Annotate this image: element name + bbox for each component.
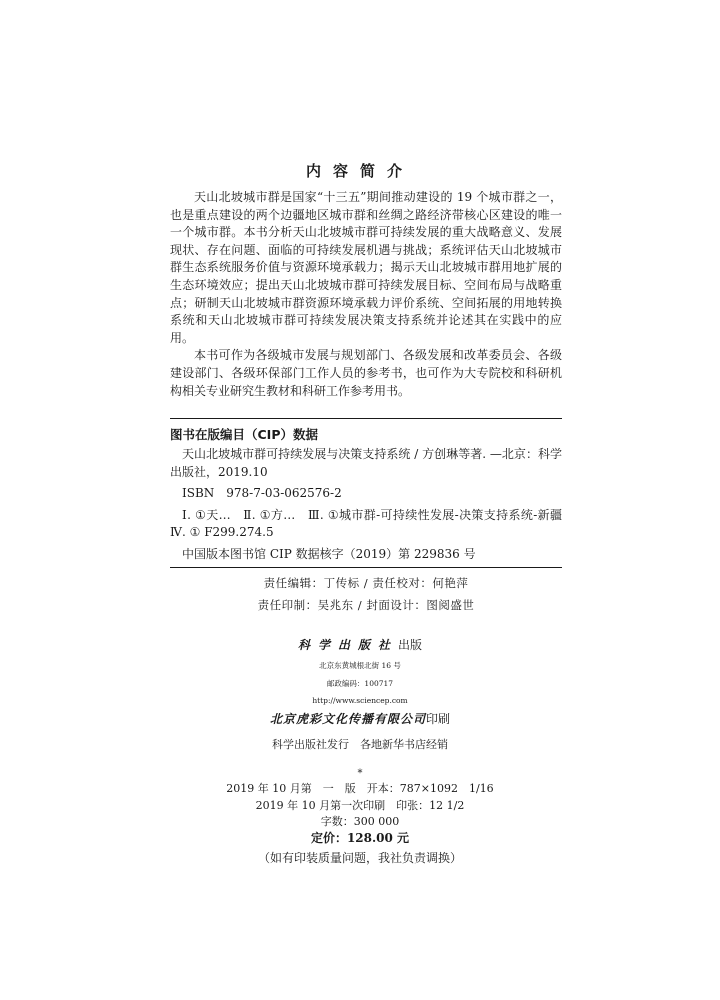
edition-spec: 2019 年 10 月第 一 版 开本：787×1092 1/16 xyxy=(226,782,494,795)
printer-suffix: 印刷 xyxy=(426,712,451,726)
credits-editors: 责任编辑：丁传标 / 责任校对：何艳萍 xyxy=(263,576,469,590)
intro-paragraph: 天山北坡城市群是国家“十三五”期间推动建设的 19 个城市群之一，也是重点建设的两个边疆地区城市群和丝绸之路经济带核心区建设的唯一一个城市群。本书分析天山北坡城市群可持续发展的重大战略意义、发展现状、存在问题、面临的可持续发展机遇与挑战；系统评估天山北坡城市群生态系统服务价值与资源环境承载力；揭示天山北坡城市群用地扩展的生态环境效应；提出天山北坡城市群可持续发展目标、空间布局与战略重点；研制天山北坡城市群资源环境承载力评价系统、空间拓展的用地转换系统和天山北坡城市群可持续发展决策支持系统并论述其在实践中的应用。 xyxy=(170,190,562,345)
publisher-line xyxy=(0,636,720,653)
cip-top-rule xyxy=(170,418,562,419)
credits-production: 责任印制：吴兆东 / 封面设计：图阅盛世 xyxy=(257,598,475,612)
word-count: 字数：300 000 xyxy=(320,815,400,828)
intro-body xyxy=(170,189,562,400)
printer-name: 北京虎彩文化传播有限公司 xyxy=(269,712,426,726)
separator-star: * xyxy=(357,768,363,779)
cip-isbn: ISBN 978-7-03-062576-2 xyxy=(182,486,342,501)
publisher-url: http://www.sciencep.com xyxy=(312,696,408,705)
publisher-suffix: 出版 xyxy=(398,638,423,652)
cip-bottom-rule xyxy=(170,567,562,568)
cip-classification: Ⅰ. ①天… Ⅱ. ①方… Ⅲ. ①城市群-可持续性发展-决策支持系统-新疆 Ⅳ. ① F299.274.5 xyxy=(170,507,575,540)
intro-paragraph: 本书可作为各级城市发展与规划部门、各级发展和改革委员会、各级建设部门、各级环保部门工作人员的参考书，也可作为大专院校和科研机构相关专业研究生教材和科研工作参考用书。 xyxy=(170,348,562,398)
cip-title-record: 天山北坡城市群可持续发展与决策支持系统 / 方创琳等著. —北京：科学出版社，2019.10 xyxy=(170,447,562,479)
credits xyxy=(170,572,562,616)
cip-heading: 图书在版编目（CIP）数据 xyxy=(170,427,318,442)
printing-spec: 2019 年 10 月第一次印刷 印张：12 1/2 xyxy=(255,799,465,812)
price: 定价：128.00 元 xyxy=(310,831,410,845)
publisher-address: 北京东黄城根北街 16 号 xyxy=(319,661,401,670)
cip-number: 中国版本图书馆 CIP 数据核字（2019）第 229836 号 xyxy=(182,546,476,561)
cip-record xyxy=(170,446,575,568)
intro-title: 内容简介 xyxy=(305,162,414,180)
publisher-name: 科学出版社 xyxy=(297,638,398,652)
printer-line xyxy=(0,710,720,727)
quality-notice: （如有印装质量问题，我社负责调换） xyxy=(257,851,462,865)
distribution: 科学出版社发行 各地新华书店经销 xyxy=(272,738,448,751)
publisher-postcode: 邮政编码：100717 xyxy=(326,679,394,688)
